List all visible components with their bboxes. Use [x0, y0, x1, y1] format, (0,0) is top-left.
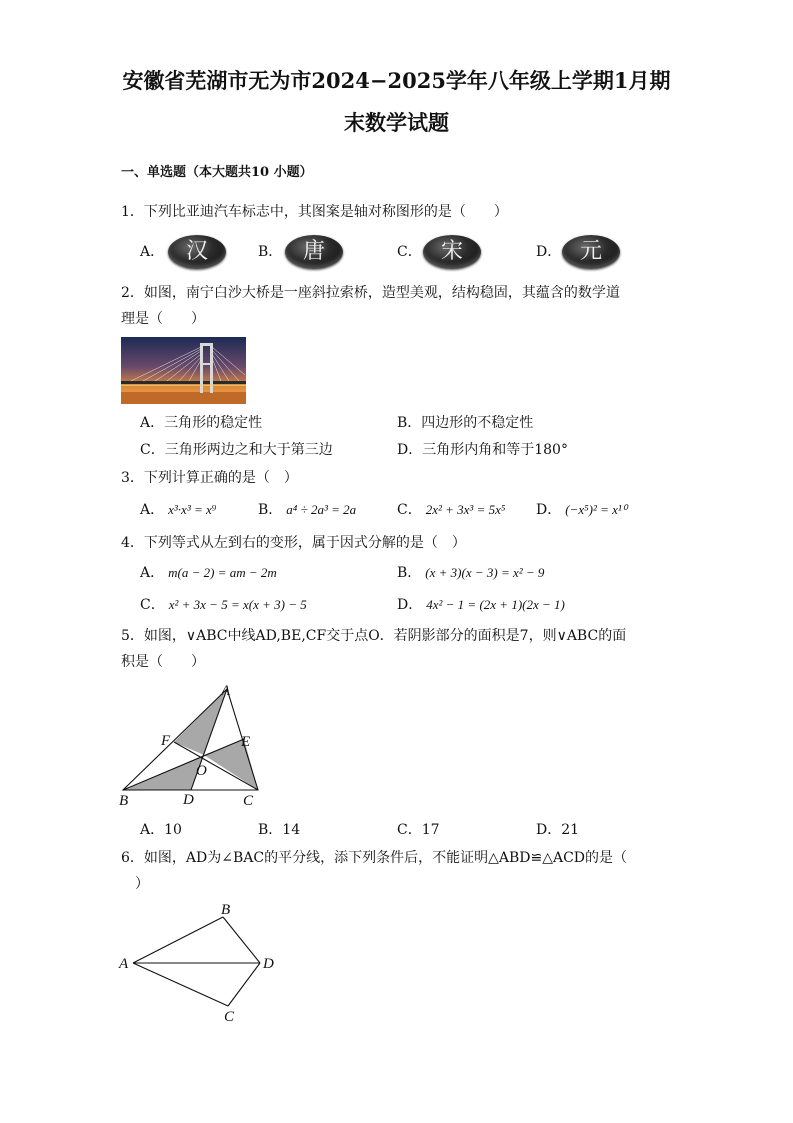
- question-1-stem: 1．下列比亚迪汽车标志中，其图案是轴对称图形的是（ ）: [121, 204, 508, 220]
- label-f: F: [161, 733, 171, 749]
- label-e: E: [241, 734, 251, 750]
- q5-option-b: B．14: [258, 822, 301, 838]
- byd-han-logo-icon: 汉: [168, 235, 226, 269]
- q2-option-a: A．三角形的稳定性: [140, 415, 263, 431]
- byd-tang-logo-icon: 唐: [285, 235, 343, 269]
- bridge-photo: [121, 337, 246, 404]
- q4-option-a: [140, 562, 277, 584]
- label-d: D: [183, 792, 194, 808]
- exam-title-line2: 末数学试题: [344, 110, 449, 135]
- question-4-stem: 4．下列等式从左到右的变形，属于因式分解的是（ ）: [121, 535, 466, 551]
- q3-d-letter: D．: [536, 502, 562, 518]
- q1-option-b-letter: B．: [258, 244, 283, 260]
- byd-song-logo-icon: 宋: [423, 235, 481, 269]
- q5-option-a: A．10: [140, 822, 182, 838]
- angle-bisector-figure: [115, 898, 295, 1028]
- label-o: O: [196, 763, 207, 779]
- q4-a-letter: A．: [140, 565, 165, 581]
- q4-option-b: [397, 562, 544, 584]
- section-heading: 一、单选题（本大题共10 小题）: [121, 165, 313, 180]
- question-6-stem-line1: 6．如图，AD为∠BAC的平分线，添下列条件后，不能证明△ABD≌△ACD的是（: [121, 850, 628, 866]
- q5-option-d: D．21: [536, 822, 580, 838]
- q3-option-c: [397, 499, 505, 521]
- segment-ac: [133, 963, 228, 1006]
- q1-option-c-letter: C．: [397, 244, 422, 260]
- q3-option-b: [258, 499, 356, 521]
- q5-option-c: C．17: [397, 822, 440, 838]
- label-b: B: [221, 902, 231, 918]
- label-c: C: [224, 1009, 235, 1025]
- question-5-stem-line1: 5．如图，∨ABC中线AD,BE,CF交于点O．若阴影部分的面积是7，则∨ABC的面: [121, 628, 627, 644]
- question-2-stem-line1: 2．如图，南宁白沙大桥是一座斜拉索桥，造型美观，结构稳固，其蕴含的数学道: [121, 285, 620, 301]
- q4-b-letter: B．: [397, 565, 422, 581]
- q4-option-d: [397, 594, 565, 616]
- q3-option-d: [536, 499, 627, 521]
- shaded-region-afo: [174, 689, 227, 755]
- q3-c-letter: C．: [397, 502, 422, 518]
- q2-option-b: B．四边形的不稳定性: [397, 415, 534, 431]
- q4-d-letter: D．: [397, 597, 423, 613]
- triangle-medians-figure: [115, 680, 275, 810]
- exam-title-line1: 安徽省芜湖市无为市2024−2025学年八年级上学期1月期: [122, 68, 671, 93]
- q3-option-a: [140, 499, 216, 521]
- q3-b-letter: B．: [258, 502, 283, 518]
- segment-bd: [223, 917, 260, 963]
- label-a: A: [119, 956, 129, 972]
- q2-option-d: D．三角形内角和等于180°: [397, 442, 568, 458]
- q1-option-d-letter: D．: [536, 244, 562, 260]
- label-c: C: [243, 793, 254, 809]
- q4-c-letter: C．: [140, 597, 165, 613]
- q3-b-formula: a⁴ ÷ 2a³ = 2a: [286, 502, 357, 517]
- q4-option-c: [140, 594, 307, 616]
- label-b: B: [119, 793, 129, 809]
- q3-c-formula: 2x² + 3x³ = 5x⁵: [425, 502, 506, 517]
- q1-option-a-letter: A．: [140, 244, 165, 260]
- segment-cd: [228, 963, 260, 1006]
- byd-yuan-logo-icon: 元: [562, 235, 620, 269]
- q3-d-formula: (−x⁵)² = x¹⁰: [565, 502, 628, 517]
- question-6-stem-line2: ）: [121, 876, 149, 892]
- question-2-stem-line2: 理是（ ）: [121, 311, 205, 327]
- q2-option-c: C．三角形两边之和大于第三边: [140, 442, 333, 458]
- q4-a-formula: m(a − 2) = am − 2m: [168, 565, 277, 580]
- question-3-stem: 3．下列计算正确的是（ ）: [121, 470, 298, 486]
- label-d: D: [263, 956, 274, 972]
- label-a: A: [221, 683, 231, 699]
- q3-a-letter: A．: [140, 502, 165, 518]
- q4-d-formula: 4x² − 1 = (2x + 1)(2x − 1): [426, 597, 565, 612]
- q4-c-formula: x² + 3x − 5 = x(x + 3) − 5: [168, 597, 307, 612]
- segment-ab: [133, 917, 223, 963]
- q3-a-formula: x³·x³ = x⁹: [168, 502, 217, 517]
- question-5-stem-line2: 积是（ ）: [121, 654, 205, 670]
- q4-b-formula: (x + 3)(x − 3) = x² − 9: [425, 565, 545, 580]
